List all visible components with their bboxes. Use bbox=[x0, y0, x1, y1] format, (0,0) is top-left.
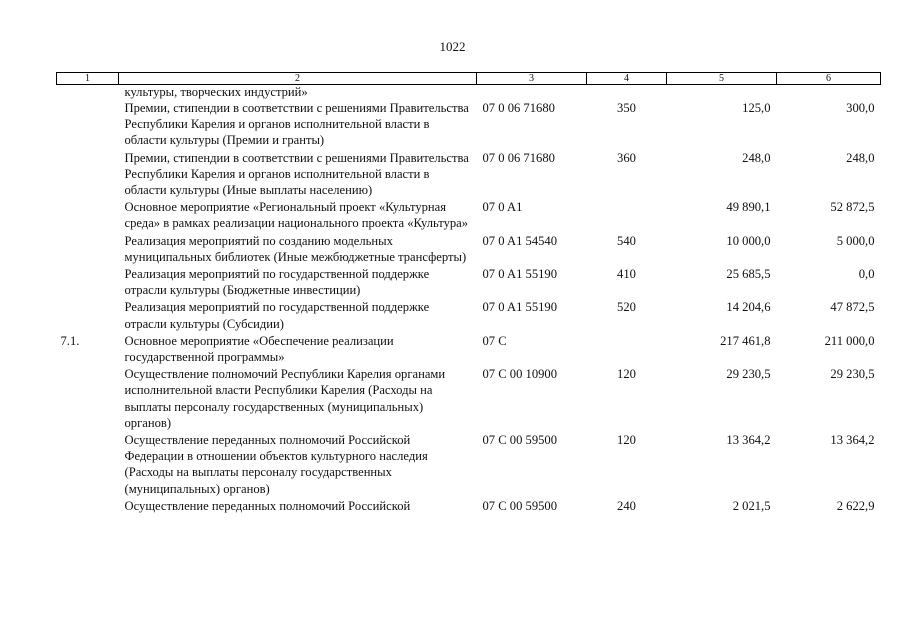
column-header: 5 bbox=[667, 73, 777, 85]
column-header: 3 bbox=[477, 73, 587, 85]
row-number bbox=[57, 85, 119, 101]
amount-year-1: 29 230,5 bbox=[726, 367, 771, 382]
amount-year-1: 248,0 bbox=[742, 150, 771, 165]
amount-year-2: 47 872,5 bbox=[830, 300, 875, 315]
column-header: 4 bbox=[587, 73, 667, 85]
amount-year-2: 29 230,5 bbox=[830, 367, 875, 382]
column-header: 2 bbox=[119, 73, 477, 85]
column-header: 6 bbox=[777, 73, 881, 85]
budget-code: 07 0 A1 55190 bbox=[482, 267, 558, 282]
expense-type-code bbox=[587, 199, 667, 232]
table-row bbox=[57, 150, 881, 200]
table-header-row bbox=[57, 73, 881, 85]
amount-year-1 bbox=[667, 85, 777, 101]
amount-year-2: 0,0 bbox=[858, 267, 875, 282]
amount-year-2: 5 000,0 bbox=[836, 233, 875, 248]
budget-code: 07 0 A1 55190 bbox=[482, 300, 558, 315]
expense-type-code: 360 bbox=[617, 150, 636, 165]
row-description: Реализация мероприятий по созданию модельных муниципальных библиотек (Иные межбюджетные трансферты) bbox=[124, 233, 467, 264]
row-number bbox=[57, 150, 119, 200]
budget-table bbox=[56, 72, 881, 515]
expense-type-code: 410 bbox=[617, 267, 636, 282]
budget-code: 07 C 00 59500 bbox=[482, 498, 558, 513]
table-row bbox=[57, 498, 881, 515]
amount-year-2: 52 872,5 bbox=[830, 200, 875, 215]
column-header: 1 bbox=[57, 73, 119, 85]
table-row bbox=[57, 100, 881, 150]
row-number bbox=[57, 100, 119, 150]
row-number bbox=[57, 199, 119, 232]
expense-type-code bbox=[587, 85, 667, 101]
table-row bbox=[57, 432, 881, 498]
row-number bbox=[57, 432, 119, 498]
table-row bbox=[57, 333, 881, 366]
amount-year-2: 2 622,9 bbox=[836, 498, 875, 513]
table-row bbox=[57, 299, 881, 332]
budget-code: 07 C 00 10900 bbox=[482, 367, 558, 382]
budget-code: 07 0 A1 54540 bbox=[482, 233, 558, 248]
table-row bbox=[57, 233, 881, 266]
row-description: Реализация мероприятий по государственной поддержке отрасли культуры (Бюджетные инвестиции) bbox=[124, 267, 430, 298]
amount-year-2: 248,0 bbox=[846, 150, 875, 165]
row-number bbox=[57, 366, 119, 432]
table-row bbox=[57, 199, 881, 232]
row-number bbox=[57, 498, 119, 515]
amount-year-1: 49 890,1 bbox=[726, 200, 771, 215]
row-number bbox=[57, 266, 119, 299]
budget-code: 07 C 00 59500 bbox=[482, 433, 558, 448]
expense-type-code: 120 bbox=[617, 367, 636, 382]
amount-year-1: 125,0 bbox=[742, 101, 771, 115]
row-description: Премии, стипендии в соответствии с решениями Правительства Республики Карелия и органов исполнительной власти в области культуры (Иные выплаты населению) bbox=[124, 150, 469, 198]
amount-year-2: 211 000,0 bbox=[824, 333, 875, 348]
expense-type-code: 350 bbox=[617, 101, 636, 115]
amount-year-1: 25 685,5 bbox=[726, 267, 771, 282]
expense-type-code bbox=[587, 333, 667, 366]
expense-type-code: 240 bbox=[617, 498, 636, 513]
expense-type-code: 120 bbox=[617, 433, 636, 448]
row-description: Осуществление полномочий Республики Карелия органами исполнительной власти Республики Карелия (Расходы на выплаты персоналу государственных (муниципальных) органов) bbox=[124, 367, 446, 430]
budget-code: 07 0 06 71680 bbox=[482, 150, 555, 165]
row-number: 7.1. bbox=[60, 333, 80, 348]
expense-type-code: 520 bbox=[617, 300, 636, 315]
budget-code: 07 0 06 71680 bbox=[482, 101, 555, 115]
row-description: Основное мероприятие «Обеспечение реализации государственной программы» bbox=[124, 333, 394, 365]
table-row bbox=[57, 366, 881, 432]
budget-code: 07 C bbox=[482, 333, 507, 348]
amount-year-1: 217 461,8 bbox=[720, 333, 771, 348]
amount-year-1: 13 364,2 bbox=[726, 433, 771, 448]
table-row bbox=[57, 85, 881, 101]
amount-year-2: 13 364,2 bbox=[830, 433, 875, 448]
amount-year-2: 300,0 bbox=[846, 101, 875, 115]
budget-code: 07 0 A1 bbox=[482, 200, 523, 215]
row-description: Премии, стипендии в соответствии с решениями Правительства Республики Карелия и органов исполнительной власти в области культуры (Премии и гранты) bbox=[124, 101, 469, 148]
amount-year-2 bbox=[777, 85, 881, 101]
row-number bbox=[57, 299, 119, 332]
budget-code bbox=[477, 85, 587, 101]
row-description: Реализация мероприятий по государственной поддержке отрасли культуры (Субсидии) bbox=[124, 300, 430, 331]
amount-year-1: 10 000,0 bbox=[726, 233, 771, 248]
page-number: 1022 bbox=[439, 39, 466, 54]
expense-type-code: 540 bbox=[617, 233, 636, 248]
row-description: Осуществление переданных полномочий Российской Федерации в отношении объектов культурного наследия (Расходы на выплаты персоналу государственных (муниципальных) органов) bbox=[124, 433, 428, 496]
row-description: культуры, творческих индустрий» bbox=[124, 85, 308, 99]
row-description: Осуществление переданных полномочий Российской bbox=[124, 498, 411, 513]
row-number bbox=[57, 233, 119, 266]
table-row bbox=[57, 266, 881, 299]
amount-year-1: 14 204,6 bbox=[726, 300, 771, 315]
row-description: Основное мероприятие «Региональный проект «Культурная среда» в рамках реализации национального проекта «Культура» bbox=[124, 200, 469, 231]
amount-year-1: 2 021,5 bbox=[732, 498, 771, 513]
